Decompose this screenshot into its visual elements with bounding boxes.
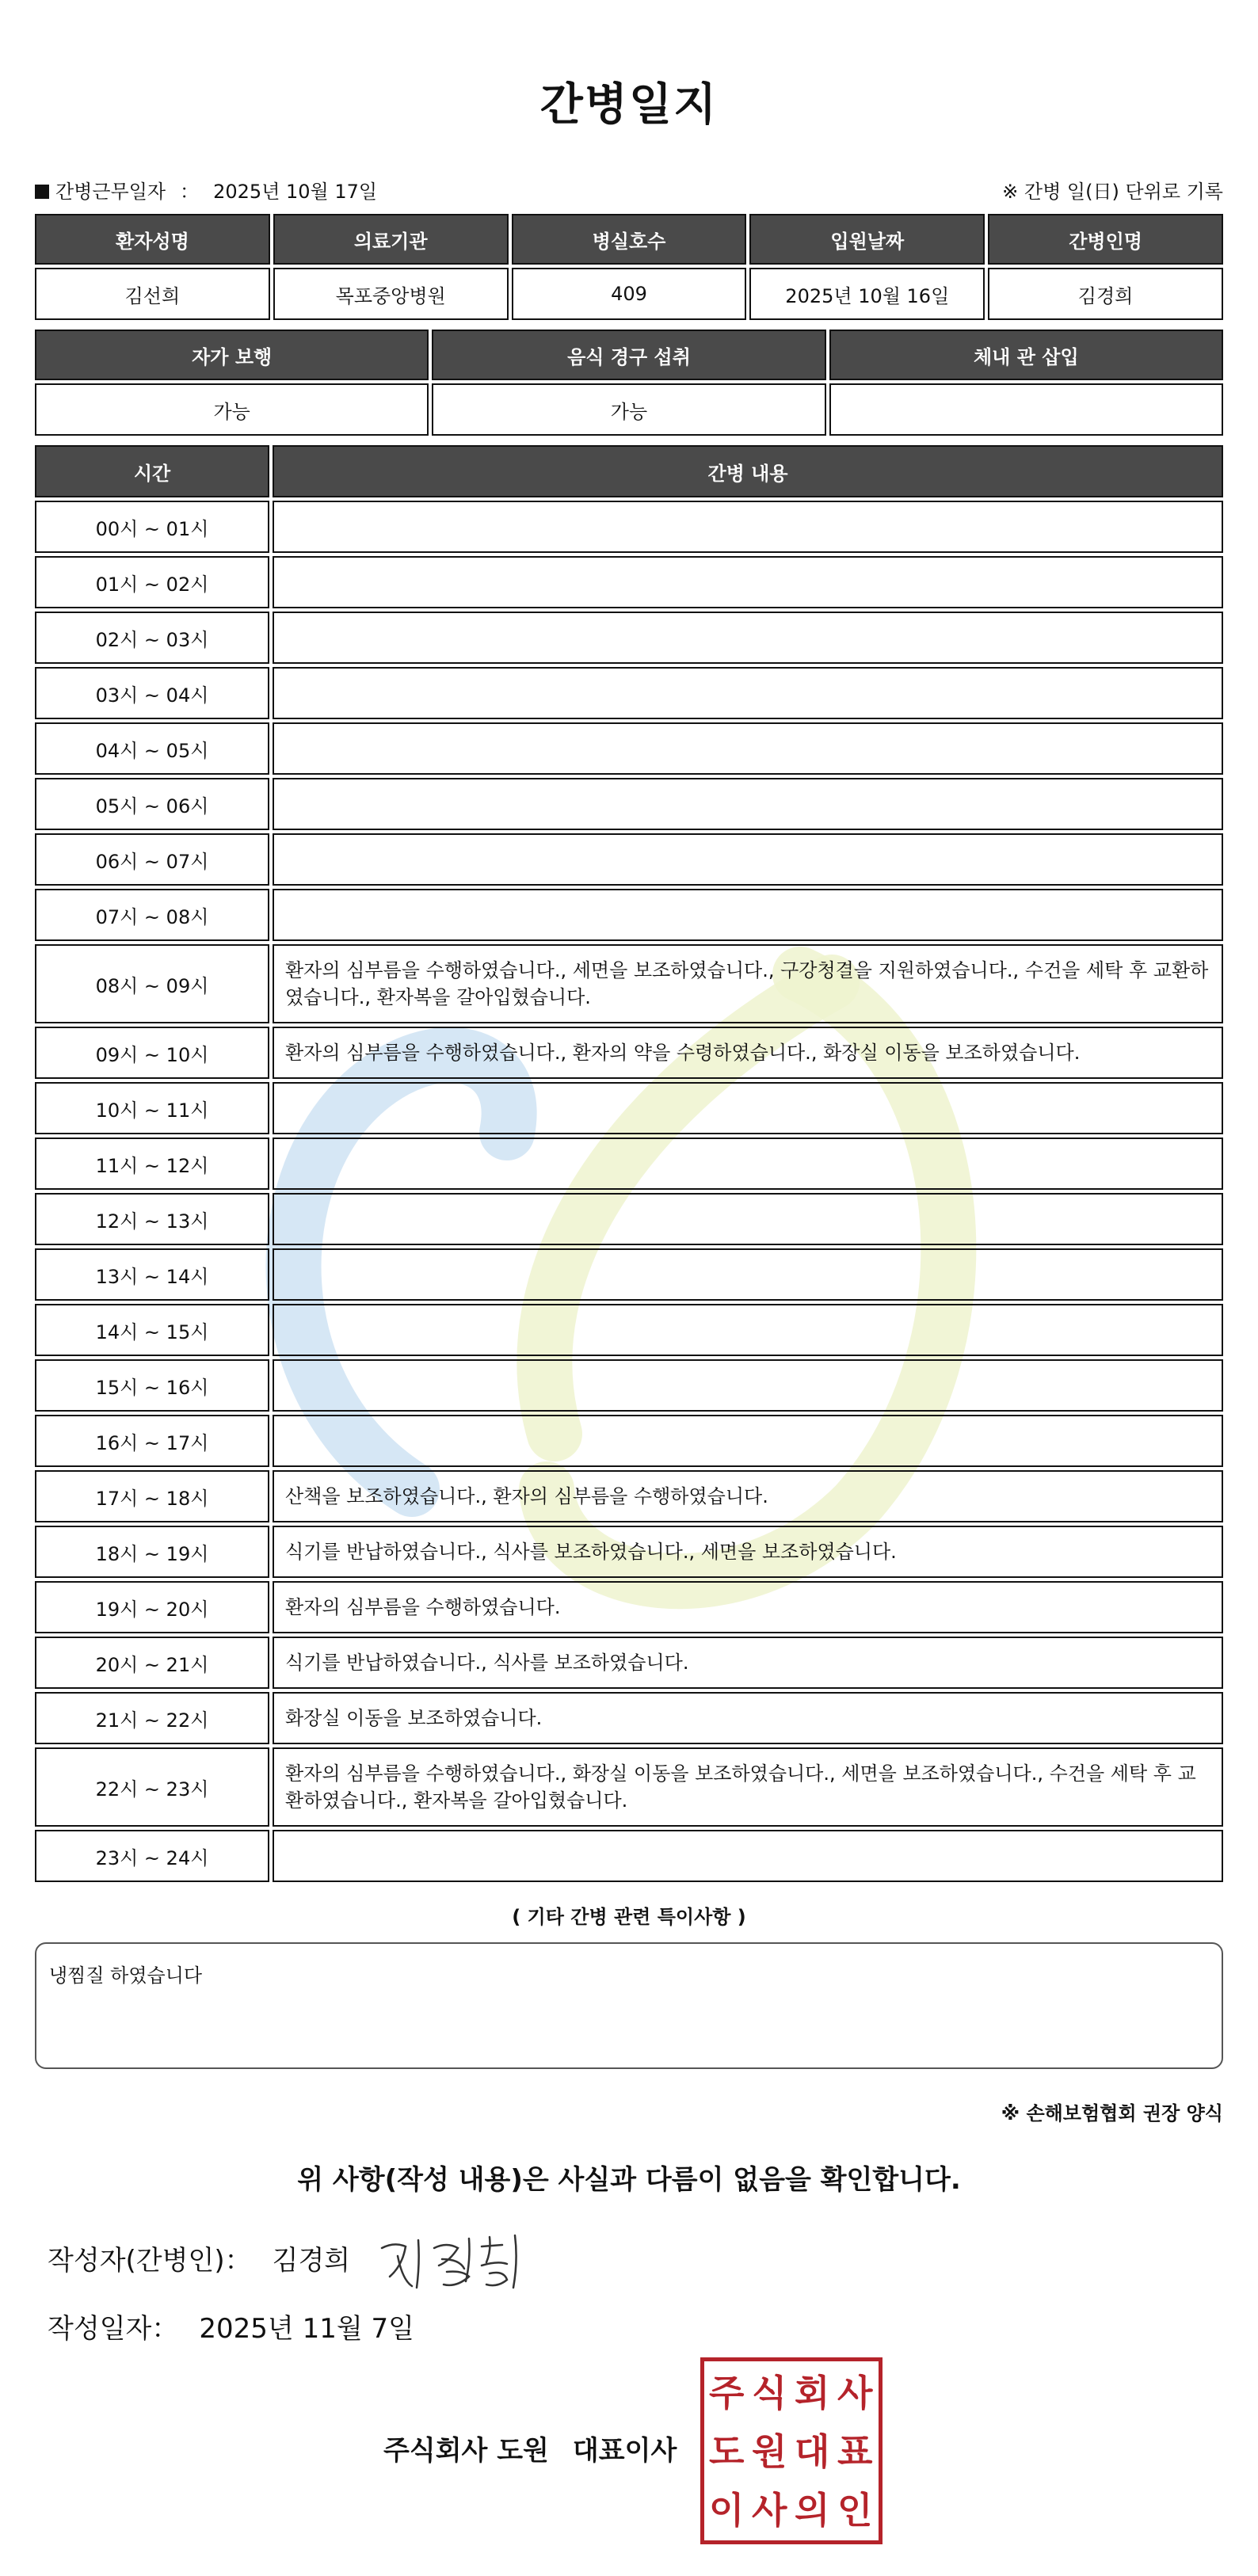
meta-row [35, 176, 1223, 203]
care-content-cell [273, 778, 1223, 830]
tube-insertion-value [829, 383, 1223, 436]
signer-label: 작성자(간병인)： [48, 2245, 252, 2277]
oral-intake-value: 가능 [432, 383, 825, 436]
work-date-label: 간병근무일자 [55, 181, 166, 203]
time-cell: 03시 ~ 04시 [35, 667, 269, 719]
page-title: 간병일지 [539, 79, 719, 131]
seal-glyph: 표 [837, 2430, 873, 2473]
time-cell: 00시 ~ 01시 [35, 501, 269, 553]
write-date-value: 2025년 11월 7일 [199, 2313, 414, 2345]
content-column-header: 간병 내용 [273, 445, 1223, 497]
table-row [35, 1581, 1223, 1633]
care-content-cell [273, 1248, 1223, 1301]
seal-glyph: 사 [837, 2372, 873, 2414]
self-walking-header: 자가 보행 [35, 330, 429, 380]
table-row [35, 612, 1223, 664]
special-notes-title: ( 기타 간병 관련 특이사항 ) [512, 1906, 746, 1928]
table-row [35, 889, 1223, 941]
table-row [35, 1137, 1223, 1190]
time-cell: 12시 ~ 13시 [35, 1193, 269, 1245]
time-cell: 06시 ~ 07시 [35, 833, 269, 886]
tube-insertion-header: 체내 관 삽입 [829, 330, 1223, 380]
time-cell: 07시 ~ 08시 [35, 889, 269, 941]
table-row [35, 667, 1223, 719]
table-row [35, 1747, 1223, 1827]
table-row [35, 1304, 1223, 1356]
time-cell: 20시 ~ 21시 [35, 1637, 269, 1689]
hospital-header: 의료기관 [273, 214, 509, 265]
table-row [35, 1027, 1223, 1079]
table-row [35, 722, 1223, 775]
care-content-cell: 화장실 이동을 보조하였습니다. [273, 1692, 1223, 1744]
handwritten-signature [371, 2224, 529, 2296]
patient-name-header: 환자성명 [35, 214, 270, 265]
table-row [35, 778, 1223, 830]
care-log-table [35, 445, 1223, 1882]
care-content-cell [273, 1359, 1223, 1412]
signer-name: 김경희 [272, 2245, 351, 2277]
confirmation-statement: 위 사항(작성 내용)은 사실과 다름이 없음을 확인합니다. [297, 2164, 961, 2196]
table-row [35, 1470, 1223, 1522]
care-content-cell [273, 1304, 1223, 1356]
company-title: 대표이사 [572, 2435, 677, 2467]
seal-glyph: 주 [709, 2372, 745, 2414]
time-cell: 23시 ~ 24시 [35, 1830, 269, 1882]
patient-name-value: 김선희 [35, 268, 270, 320]
work-date-separator: ： [180, 181, 200, 203]
caregiver-name-value: 김경희 [988, 268, 1223, 320]
room-number-header: 병실호수 [512, 214, 747, 265]
patient-status-table [35, 330, 1223, 436]
signer-row [48, 2239, 350, 2277]
unit-note: ※ 간병 일(日) 단위로 기록 [1002, 181, 1223, 203]
time-cell: 16시 ~ 17시 [35, 1415, 269, 1467]
work-date-value: 2025년 10월 17일 [213, 181, 378, 203]
care-content-cell: 환자의 심부름을 수행하였습니다., 환자의 약을 수령하였습니다., 화장실 이동을 보조하였습니다. [273, 1027, 1223, 1079]
care-content-cell [273, 1193, 1223, 1245]
table-row [35, 944, 1223, 1023]
table-row [35, 1082, 1223, 1134]
table-row [35, 1637, 1223, 1689]
admission-date-value: 2025년 10월 16일 [749, 268, 985, 320]
table-row [35, 556, 1223, 608]
seal-glyph: 도 [709, 2430, 745, 2473]
write-date-row [48, 2307, 414, 2345]
seal-glyph: 대 [795, 2430, 830, 2473]
caregiver-name-header: 간병인명 [988, 214, 1223, 265]
work-date [35, 176, 377, 204]
care-content-cell [273, 612, 1223, 664]
seal-glyph: 인 [837, 2489, 873, 2532]
time-cell: 05시 ~ 06시 [35, 778, 269, 830]
seal-glyph: 회 [795, 2372, 830, 2414]
care-content-cell [273, 667, 1223, 719]
time-cell: 15시 ~ 16시 [35, 1359, 269, 1412]
table-row [35, 1830, 1223, 1882]
seal-glyph: 의 [795, 2489, 830, 2532]
form-source-note: ※ 손해보험협회 권장 양식 [1001, 2102, 1223, 2124]
care-content-cell: 식기를 반납하였습니다., 식사를 보조하였습니다., 세면을 보조하였습니다. [273, 1526, 1223, 1578]
care-content-cell: 환자의 심부름을 수행하였습니다., 세면을 보조하였습니다., 구강청결을 지원하였습니다., 수건을 세탁 후 교환하였습니다., 환자복을 갈아입혔습니다. [273, 944, 1223, 1023]
time-cell: 11시 ~ 12시 [35, 1137, 269, 1190]
care-content-cell: 환자의 심부름을 수행하였습니다. [273, 1581, 1223, 1633]
care-content-cell [273, 1830, 1223, 1882]
table-row [35, 1193, 1223, 1245]
time-cell: 10시 ~ 11시 [35, 1082, 269, 1134]
care-content-cell [273, 1415, 1223, 1467]
company-name: 주식회사 도원 [383, 2435, 549, 2467]
care-content-cell [273, 722, 1223, 775]
company-seal [700, 2357, 883, 2544]
company-signature-line [383, 2429, 677, 2467]
table-row [35, 501, 1223, 553]
write-date-label: 작성일자： [48, 2313, 179, 2345]
table-row [35, 1526, 1223, 1578]
room-number-value: 409 [512, 268, 747, 320]
time-cell: 02시 ~ 03시 [35, 612, 269, 664]
care-content-cell: 환자의 심부름을 수행하였습니다., 화장실 이동을 보조하였습니다., 세면을 보조하였습니다., 수건을 세탁 후 교환하였습니다., 환자복을 갈아입혔습니다. [273, 1747, 1223, 1827]
care-content-cell: 식기를 반납하였습니다., 식사를 보조하였습니다. [273, 1637, 1223, 1689]
seal-glyph: 이 [709, 2489, 745, 2532]
time-cell: 13시 ~ 14시 [35, 1248, 269, 1301]
time-cell: 18시 ~ 19시 [35, 1526, 269, 1578]
admission-date-header: 입원날짜 [749, 214, 985, 265]
table-row [35, 1692, 1223, 1744]
seal-glyph: 사 [752, 2489, 787, 2532]
seal-glyph: 식 [752, 2372, 787, 2414]
time-cell: 19시 ~ 20시 [35, 1581, 269, 1633]
care-content-cell: 산책을 보조하였습니다., 환자의 심부름을 수행하였습니다. [273, 1470, 1223, 1522]
time-cell: 21시 ~ 22시 [35, 1692, 269, 1744]
table-row [35, 1248, 1223, 1301]
special-notes-box: 냉찜질 하였습니다 [35, 1942, 1223, 2069]
time-cell: 08시 ~ 09시 [35, 944, 269, 1023]
table-row [35, 1359, 1223, 1412]
care-content-cell [273, 501, 1223, 553]
time-cell: 01시 ~ 02시 [35, 556, 269, 608]
oral-intake-header: 음식 경구 섭취 [432, 330, 825, 380]
time-cell: 04시 ~ 05시 [35, 722, 269, 775]
time-cell: 22시 ~ 23시 [35, 1747, 269, 1827]
care-content-cell [273, 1082, 1223, 1134]
square-bullet-icon [35, 185, 49, 199]
time-cell: 14시 ~ 15시 [35, 1304, 269, 1356]
patient-info-table [35, 214, 1223, 320]
hospital-value: 목포중앙병원 [273, 268, 509, 320]
care-log-header [35, 445, 1223, 497]
time-cell: 17시 ~ 18시 [35, 1470, 269, 1522]
care-content-cell [273, 1137, 1223, 1190]
care-content-cell [273, 889, 1223, 941]
time-column-header: 시간 [35, 445, 269, 497]
time-cell: 09시 ~ 10시 [35, 1027, 269, 1079]
seal-glyph: 원 [752, 2430, 787, 2473]
table-row [35, 833, 1223, 886]
care-log-rows [35, 501, 1223, 1882]
self-walking-value: 가능 [35, 383, 429, 436]
table-row [35, 1415, 1223, 1467]
care-content-cell [273, 556, 1223, 608]
care-content-cell [273, 833, 1223, 886]
